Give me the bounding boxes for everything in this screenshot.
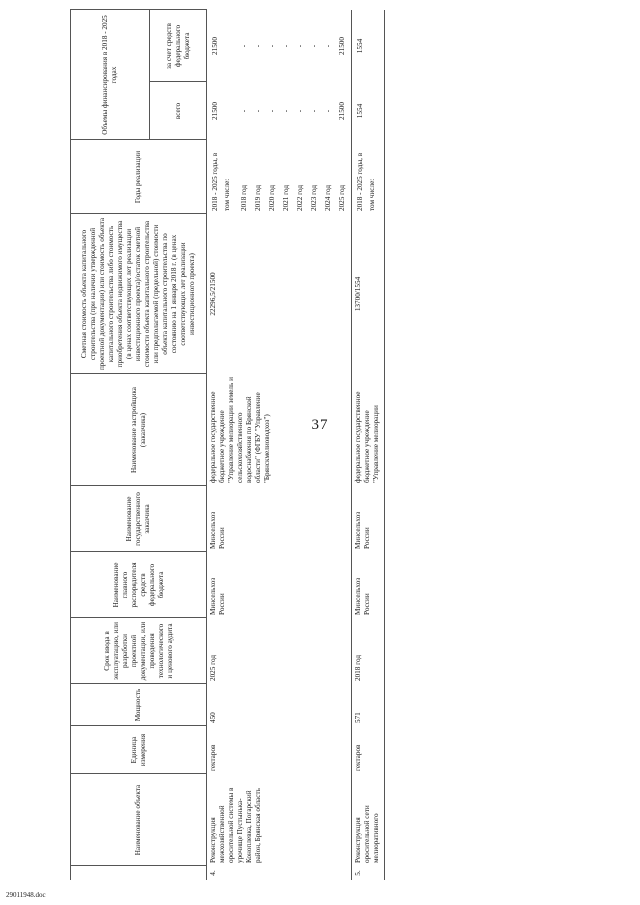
row-4-unit: гектаров — [207, 726, 352, 774]
header-total: всего — [150, 82, 207, 140]
row-4-capacity: 450 — [207, 684, 352, 726]
row-5-commission: 2018 год — [352, 618, 385, 684]
table-row — [352, 10, 385, 880]
year-label: 2022 год — [296, 185, 304, 211]
total-value: - — [296, 109, 304, 113]
federal-value: - — [240, 44, 248, 48]
header-commission: Срок ввода в эксплуатацию, или разработки проектной документации, или проведения технологического и ценового аудита — [71, 618, 207, 684]
row-5-cost: 13700/1554 — [352, 214, 385, 374]
year-label: 2024 год — [324, 185, 332, 211]
header-financing: Объемы финансирования в 2018 - 2025 годах — [71, 10, 150, 140]
row-5-num: 5. — [352, 866, 385, 880]
federal-value: - — [324, 44, 332, 48]
header-years: Годы реализации — [71, 140, 207, 214]
row-5-developer: федеральное государственное бюджетное учреждение "Управление мелиорации — [352, 374, 385, 486]
row-5-totals — [352, 82, 385, 140]
year-label: 2018 год — [240, 185, 248, 211]
row-4-num: 4. — [207, 866, 352, 880]
header-object-name: Наименование объекта — [71, 774, 207, 866]
table-row — [207, 10, 352, 880]
header-federal: за счет средств федерального бюджета — [150, 10, 207, 82]
header-num — [71, 866, 207, 880]
federal-value: 1554 — [356, 38, 364, 54]
total-value: 1554 — [356, 103, 364, 119]
year-label: 2021 год — [282, 185, 290, 211]
row-5-capacity: 571 — [352, 684, 385, 726]
federal-value: - — [268, 44, 276, 48]
row-5-customer: Минсельхоз России — [352, 486, 385, 552]
row-5-main-manager: Минсельхоз России — [352, 552, 385, 618]
total-value: - — [254, 109, 262, 113]
row-4-years — [207, 140, 352, 214]
header-unit: Единица измерения — [71, 726, 207, 774]
carryover-area — [282, 8, 302, 208]
total-value: 21500 — [338, 102, 346, 120]
page-number: 37 — [311, 417, 329, 433]
row-5-federal — [352, 10, 385, 82]
total-value: - — [240, 109, 248, 113]
total-value: 21500 — [211, 102, 219, 120]
row-4-commission: 2025 год — [207, 618, 352, 684]
total-value: - — [310, 109, 318, 113]
row-4-developer: федеральное государственное бюджетное учреждение "Управление мелиорации земель и сельскохозяйственного водоснабжения по Брянской области" (ФГБУ "Управление "Брянскмелиоводхоз") — [207, 374, 352, 486]
financing-table — [70, 10, 385, 881]
header-customer: Наименование государственного заказчика — [71, 486, 207, 552]
header-cost: Сметная стоимость объекта капитального строительства (при наличии утвержденной проектной документации) или стоимость объекта капитального строительства либо стоимость приобретения объекта недвижимого имущества (в ценах соответствующих лет реализации инвестиционного проекта)/остаток сметной стоимости объекта капитального строительства или предполагаемой (предельной) стоимости объекта капитального строительства по состоянию на 1 января 2018 г. (в ценах соответствующих лет реализации инвестиционного проекта) — [71, 214, 207, 374]
row-4-customer: Минсельхоз России — [207, 486, 352, 552]
header-main-manager: Наименование главного распорядителя средств федерального бюджета — [71, 552, 207, 618]
row-4-federal — [207, 10, 352, 82]
year-label: 2020 год — [268, 185, 276, 211]
total-value: - — [268, 109, 276, 113]
federal-value: - — [254, 44, 262, 48]
total-value: - — [324, 109, 332, 113]
document-id: 29011948.doc — [6, 891, 46, 899]
row-5-name: Реконструкция оросительной сети мелиоративного — [352, 774, 385, 866]
header-developer: Наименование застройщика (заказчика) — [71, 374, 207, 486]
federal-value: 21500 — [211, 37, 219, 55]
federal-value: - — [310, 44, 318, 48]
total-value: - — [282, 109, 290, 113]
row-5-years — [352, 140, 385, 214]
year-label: 2023 год — [310, 185, 318, 211]
federal-value: - — [282, 44, 290, 48]
federal-value: - — [296, 44, 304, 48]
row-4-main-manager: Минсельхоз России — [207, 552, 352, 618]
row-5-unit: гектаров — [352, 726, 385, 774]
year-label: 2019 год — [254, 185, 262, 211]
financing-table-rotated — [70, 10, 560, 880]
year-label: 2018 - 2025 годы, в том числе: — [356, 152, 376, 211]
row-4-totals — [207, 82, 352, 140]
year-label: 2025 год — [338, 185, 346, 211]
row-4-cost: 22296,5/21500 — [207, 214, 352, 374]
header-capacity: Мощность — [71, 684, 207, 726]
year-label: 2018 - 2025 годы, в том числе: — [211, 152, 231, 211]
federal-value: 21500 — [338, 37, 346, 55]
row-4-name: Реконструкция межхозяйственной оросительной системы в урочище Пустынька- Коноплевка, Погарский район, Брянская область — [207, 774, 352, 866]
